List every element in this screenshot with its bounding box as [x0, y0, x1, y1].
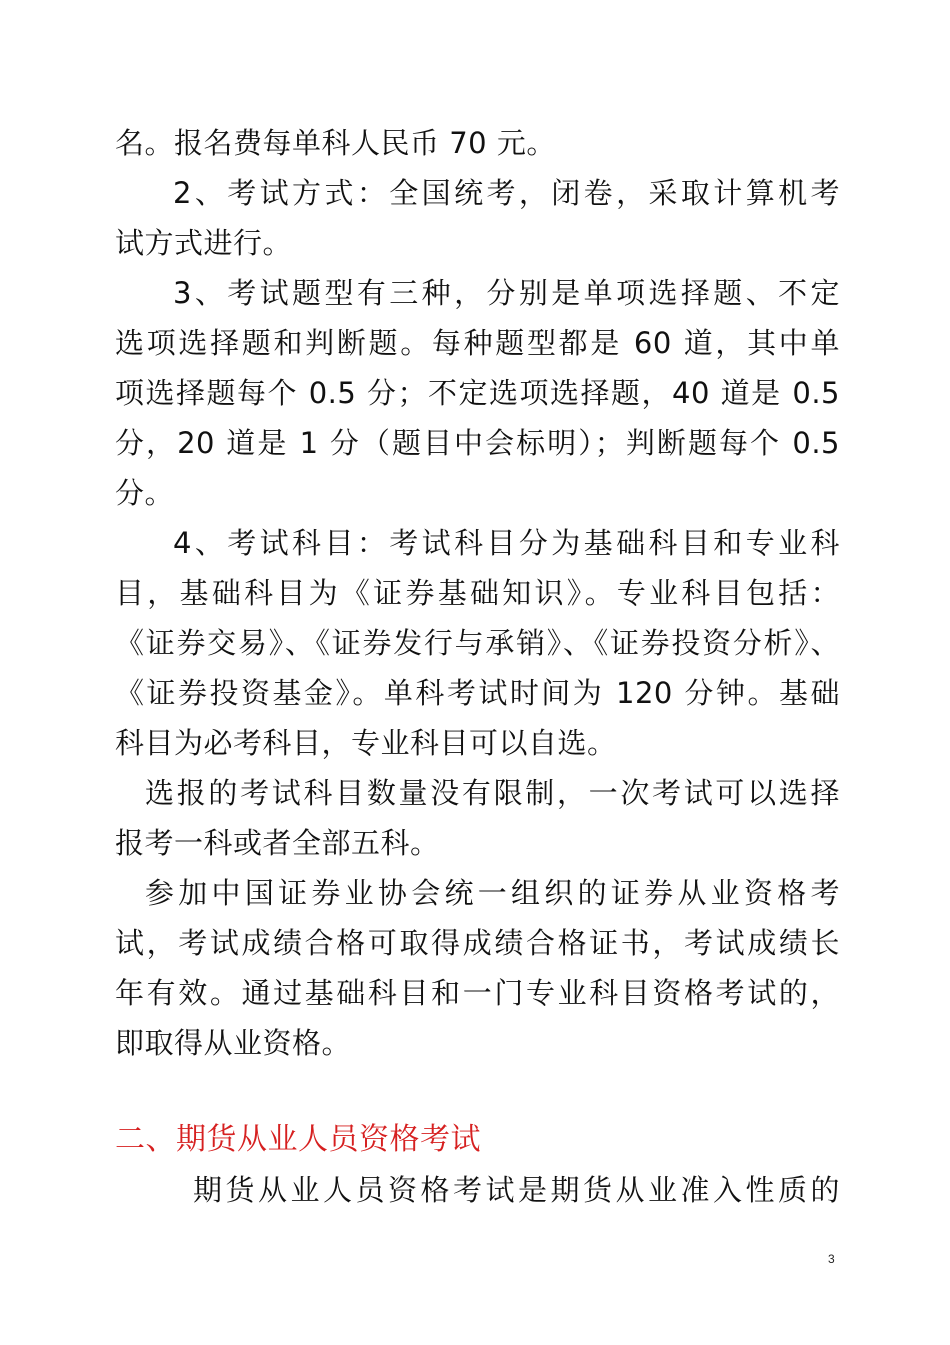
text-line-11: 《证券交易》、《证券发行与承销》、《证券投资分析》、	[115, 626, 840, 660]
text-line-16: 参加中国证券业协会统一组织的证券从业资格考	[145, 876, 840, 910]
text-line-6: 项选择题每个 0.5 分；不定选项选择题，40 道是 0.5	[115, 376, 840, 410]
section-first-line: 期货从业人员资格考试是期货从业准入性质的	[193, 1173, 840, 1207]
text-line-15: 报考一科或者全部五科。	[115, 826, 440, 860]
text-line-5: 选项选择题和判断题。每种题型都是 60 道，其中单	[115, 326, 840, 360]
text-line-10: 目，基础科目为《证券基础知识》。专业科目包括：	[115, 576, 840, 610]
page-number: 3	[828, 1252, 835, 1266]
text-line-14: 选报的考试科目数量没有限制，一次考试可以选择	[145, 776, 840, 810]
text-line-1: 名。报名费每单科人民币 70 元。	[115, 126, 556, 160]
text-line-4: 3、考试题型有三种，分别是单项选择题、不定	[173, 276, 840, 310]
text-line-18: 年有效。通过基础科目和一门专业科目资格考试的，	[115, 976, 840, 1010]
text-line-7: 分，20 道是 1 分（题目中会标明）；判断题每个 0.5	[115, 426, 840, 460]
text-line-19: 即取得从业资格。	[115, 1026, 352, 1060]
text-line-12: 《证券投资基金》。单科考试时间为 120 分钟。基础	[115, 676, 840, 710]
text-line-2: 2、考试方式：全国统考，闭卷，采取计算机考	[173, 176, 840, 210]
text-line-17: 试，考试成绩合格可取得成绩合格证书，考试成绩长	[115, 926, 840, 960]
text-line-9: 4、考试科目：考试科目分为基础科目和专业科	[173, 526, 840, 560]
section-heading: 二、期货从业人员资格考试	[115, 1122, 481, 1157]
text-line-8: 分。	[115, 476, 175, 510]
text-line-13: 科目为必考科目，专业科目可以自选。	[115, 726, 617, 760]
text-line-3: 试方式进行。	[115, 226, 293, 260]
